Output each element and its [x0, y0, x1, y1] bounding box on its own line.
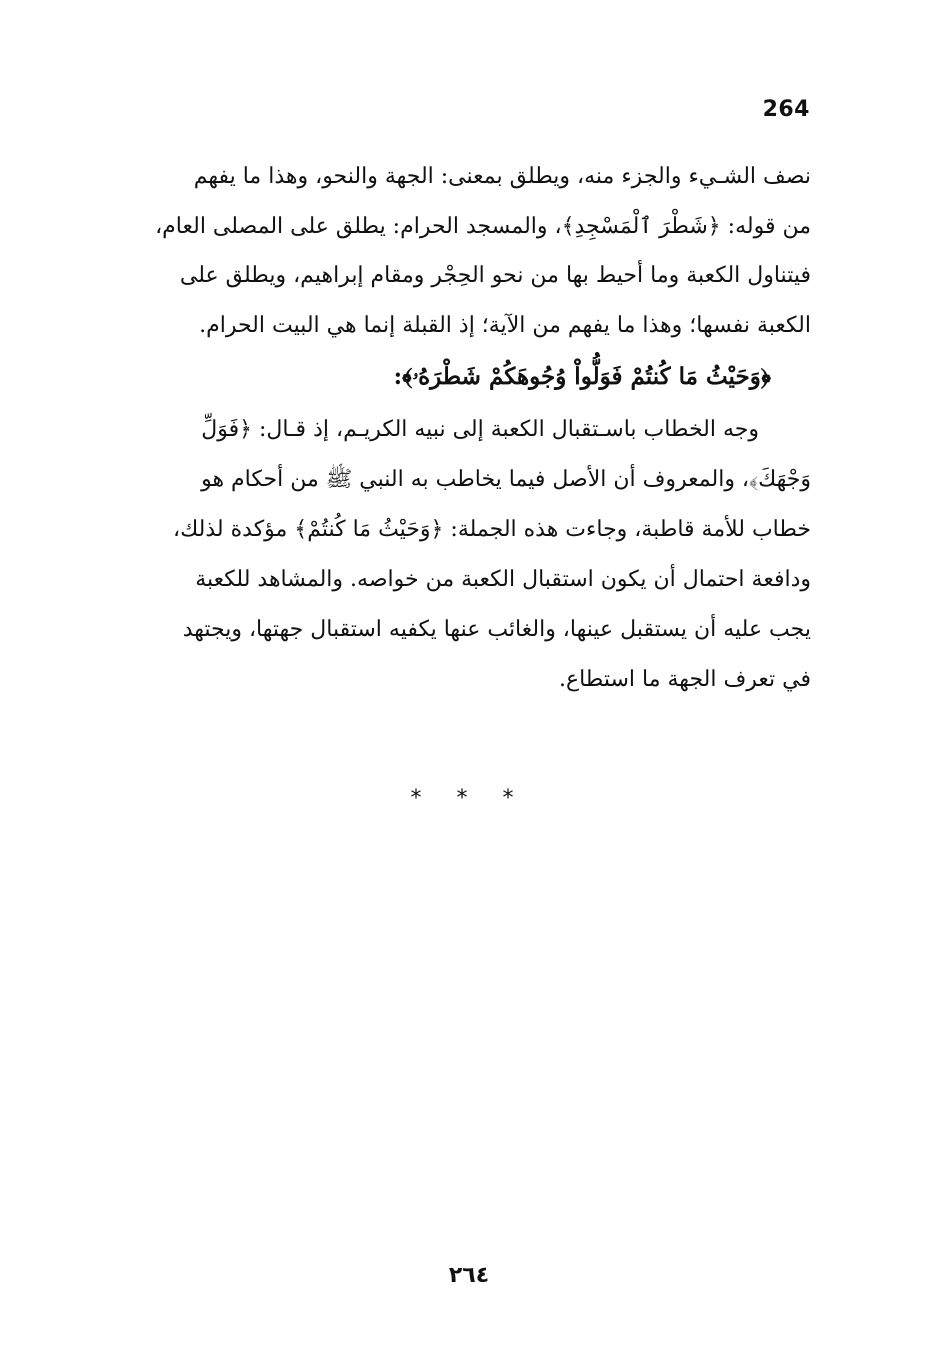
section-divider: * * *	[410, 786, 528, 811]
paragraph-2-line: ودافعة احتمال أن يكون استقبال الكعبة من خواصه. والمشاهد للكعبة	[195, 567, 811, 592]
paragraph-1-line: نصف الشـيء والجزء منه، ويطلق بمعنى: الجهة والنحو، وهذا ما يفهم	[193, 164, 811, 189]
paragraph-2-line: خطاب للأمة قاطبة، وجاءت هذه الجملة: ﴿وَحَيْثُ مَا كُنتُمْ﴾ مؤكدة لذلك،	[173, 517, 811, 542]
paragraph-2-line: وَجْهَكَ﴾، والمعروف أن الأصل فيما يخاطب به النبي ﷺ من أحكام هو	[201, 467, 811, 492]
page-number-top: 264	[762, 97, 810, 122]
verse-heading: ﴿وَحَيْثُ مَا كُنتُمْ فَوَلُّواْ وُجُوهَكُمْ شَطْرَهُۥ﴾:	[393, 363, 771, 390]
paragraph-1-line: فيتناول الكعبة وما أحيط بها من نحو الحِجْر ومقام إبراهيم، ويطلق على	[179, 263, 811, 288]
paragraph-1	[103, 152, 811, 350]
paragraph-2-line: وجه الخطاب باسـتقبال الكعبة إلى نبيه الكريـم، إذ قـال: ﴿فَوَلِّ	[201, 417, 759, 442]
paragraph-2-line: يجب عليه أن يستقبل عينها، والغائب عنها يكفيه استقبال جهتها، ويجتهد	[182, 617, 811, 642]
paragraph-2	[103, 405, 811, 705]
paragraph-2-line: في تعرف الجهة ما استطاع.	[558, 667, 811, 692]
page-number-bottom: ٢٦٤	[448, 1263, 490, 1288]
paragraph-1-line: من قوله: ﴿شَطْرَ ٱلْمَسْجِدِ﴾، والمسجد الحرام: يطلق على المصلى العام،	[155, 213, 811, 239]
paragraph-1-line: الكعبة نفسها؛ وهذا ما يفهم من الآية؛ إذ القبلة إنما هي البيت الحرام.	[199, 312, 811, 338]
